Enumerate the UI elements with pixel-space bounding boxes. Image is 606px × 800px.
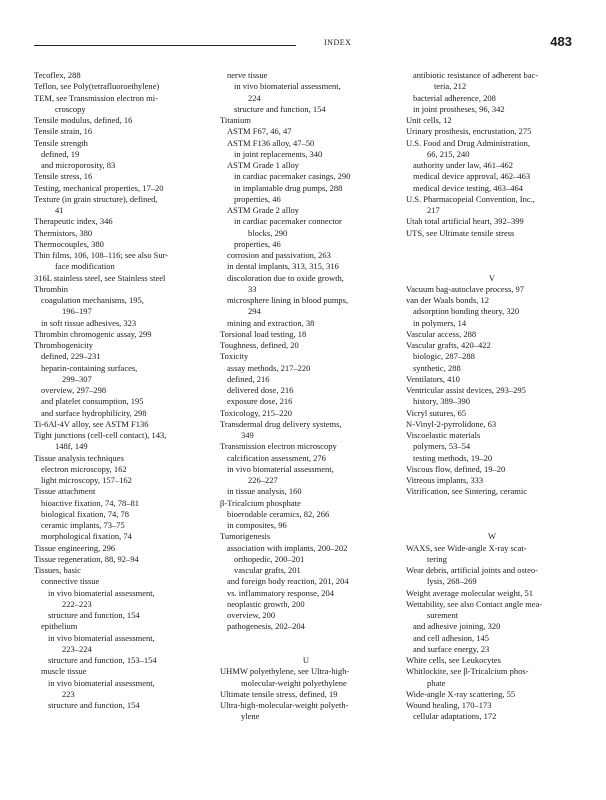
index-entry: WAXS, see Wide-angle X-ray scat- (406, 542, 527, 553)
index-subentry: and cell adhesion, 145 (413, 632, 490, 643)
index-subentry: in vivo biomaterial assessment, (48, 632, 155, 643)
running-title: INDEX (324, 38, 352, 47)
index-subentry: structure and function, 154 (48, 610, 140, 620)
index-entry: Thrombin (34, 283, 68, 294)
index-entry: Wide-angle X-ray scattering, 55 (406, 688, 516, 699)
index-entry: U.S. Pharmacopeial Convention, Inc., (406, 193, 535, 204)
section-letter-heading: W (487, 531, 497, 542)
index-subentry: in implantable drug pumps, 288 (234, 182, 343, 193)
index-entry: Thermistors, 380 (34, 227, 93, 238)
index-entry: Vitrification, see Sintering, ceramic (406, 486, 528, 497)
index-subentry: phate (427, 677, 446, 688)
index-subentry: testing methods, 19–20 (413, 452, 493, 463)
index-subentry: ASTM F136 alloy, 47–50 (227, 137, 315, 148)
index-entry: Ultimate tensile stress, defined, 19 (220, 688, 338, 699)
index-subentry: properties, 46 (234, 193, 281, 204)
index-entry: Thermocouples, 380 (34, 238, 104, 249)
index-subentry: and surface energy, 23 (413, 643, 490, 654)
index-entry: Urinary prosthesis, encrustation, 275 (406, 126, 532, 137)
index-subentry: properties, 46 (234, 238, 281, 249)
index-subentry: light microscopy, 157–162 (41, 475, 132, 485)
index-column-3 (406, 70, 578, 723)
index-entry: Tissue regeneration, 88, 92–94 (34, 553, 139, 564)
index-subentry: 223–224 (62, 643, 92, 654)
index-subentry: in tissue analysis, 160 (227, 486, 302, 497)
index-subentry: 196–197 (62, 306, 92, 317)
index-entry: Weight average molecular weight, 51 (406, 587, 534, 598)
index-subentry: biologic, 287–288 (413, 351, 475, 362)
index-entry: Thin films, 106, 108–116; see also Sur- (34, 250, 169, 260)
index-subentry: in vivo biomaterial assessment, (48, 587, 155, 598)
index-subentry: overview, 200 (227, 610, 276, 620)
index-subentry: molecular-weight polyethylene (241, 677, 347, 688)
spacer (406, 520, 578, 531)
index-subentry: 222–223 (62, 598, 92, 609)
index-subentry: medical device testing, 463–464 (413, 182, 523, 193)
index-subentry: defined, 19 (41, 148, 80, 159)
index-entry: U.S. Food and Drug Administration, (406, 137, 530, 148)
index-entry: Unit cells, 12 (406, 115, 452, 125)
index-subentry: vascular grafts, 201 (234, 565, 301, 575)
index-entry: Transdermal drug delivery systems, (220, 418, 342, 429)
spacer (220, 633, 392, 644)
index-subentry: ASTM Grade 1 alloy (227, 160, 300, 170)
index-entry: β-Tricalcium phosphate (220, 497, 301, 508)
index-entry: Wear debris, artificial joints and osteo- (406, 565, 538, 575)
index-subentry: 33 (248, 283, 257, 294)
index-entry: Vascular access, 288 (406, 328, 477, 339)
index-subentry: blocks, 290 (248, 227, 288, 238)
index-subentry: in soft tissue adhesives, 323 (41, 317, 137, 328)
index-subentry: bacterial adherence, 208 (413, 92, 496, 103)
index-subentry: in vivo biomaterial assessment, (234, 81, 341, 92)
index-subentry: in cardiac pacemaker casings, 290 (234, 171, 351, 182)
index-subentry: and microporosity, 83 (41, 160, 116, 170)
index-subentry: adsorption bonding theory, 320 (413, 306, 520, 317)
index-subentry: 223 (62, 688, 75, 699)
index-entry: Ultra-high-molecular-weight polyeth- (220, 700, 349, 710)
index-subentry: bioerodable ceramics, 82, 266 (227, 508, 330, 519)
index-subentry: structure and function, 154 (234, 103, 326, 114)
index-subentry: exposure dose, 216 (227, 396, 293, 407)
index-entry: 316L stainless steel, see Stainless steel (34, 272, 166, 283)
index-subentry: and surface hydrophilicity, 298 (41, 407, 147, 418)
index-subentry: heparin-containing surfaces, (41, 362, 138, 373)
index-subentry: association with implants, 200–202 (227, 542, 348, 553)
index-entry: UTS, see Ultimate tensile stress (406, 227, 515, 238)
index-entry: Vascular grafts, 420–422 (406, 340, 491, 350)
page-number: 483 (550, 34, 572, 49)
section-letter-heading: V (488, 272, 496, 283)
index-subentry: nerve tissue (227, 70, 268, 80)
index-entry: Wound healing, 170–173 (406, 700, 492, 710)
index-entry: Whitlockite, see β-Tricalcium phos- (406, 666, 529, 677)
index-subentry: defined, 229–231 (41, 351, 101, 362)
index-entry: Titanium (220, 115, 251, 125)
spacer (406, 498, 578, 509)
index-subentry: in joint prostheses, 96, 342 (413, 103, 505, 114)
index-subentry: tering (427, 553, 447, 564)
index-entry: Ventricular assist devices, 293–295 (406, 385, 526, 395)
index-subentry: bioactive fixation, 74, 78–81 (41, 497, 139, 508)
index-subentry: microsphere lining in blood pumps, (227, 295, 349, 305)
index-subentry: structure and function, 153–154 (48, 655, 157, 665)
index-subentry: biological fixation, 74, 78 (41, 508, 130, 519)
index-subentry: corrosion and passivation, 263 (227, 250, 331, 260)
index-subentry: discoloration due to oxide growth, (227, 272, 344, 283)
index-subentry: electron microscopy, 162 (41, 463, 127, 474)
index-subentry: face modification (55, 261, 115, 272)
index-subentry: orthopedic, 200–201 (234, 553, 305, 564)
index-subentry: in vivo biomaterial assessment, (227, 463, 334, 474)
index-subentry: mining and extraction, 38 (227, 317, 315, 328)
index-subentry: authority under law, 461–462 (413, 160, 514, 170)
spacer (406, 261, 578, 272)
index-entry: Tissue engineering, 296 (34, 542, 116, 553)
index-subentry: teria, 212 (434, 81, 467, 92)
index-column-2 (220, 70, 392, 723)
index-subentry: medical device approval, 462–463 (413, 171, 531, 182)
index-subentry: ASTM F67, 46, 47 (227, 126, 292, 137)
index-subentry: neoplastic growth, 200 (227, 598, 305, 609)
index-subentry: overview, 297–298 (41, 385, 107, 395)
index-subentry: 294 (248, 306, 261, 317)
index-subentry: history, 389–390 (413, 396, 471, 407)
index-subentry: epithelium (41, 621, 78, 632)
index-subentry: and platelet consumption, 195 (41, 396, 144, 407)
index-entry: Thrombogenicity (34, 340, 94, 350)
index-column-1 (34, 70, 206, 711)
index-subentry: polymers, 53–54 (413, 441, 471, 452)
index-entry: Vacuum bag-autoclave process, 97 (406, 283, 525, 294)
index-subentry: 217 (427, 205, 440, 215)
index-entry: White cells, see Leukocytes (406, 655, 501, 665)
index-entry: Vitreous implants, 333 (406, 475, 484, 485)
index-subentry: 226–227 (248, 475, 278, 485)
index-entry: Tissues, basic (34, 565, 81, 575)
index-entry: Tecoflex, 288 (34, 70, 81, 80)
spacer (406, 250, 578, 261)
index-entry: Vicryl sutures, 65 (406, 407, 467, 418)
header-rule (34, 45, 296, 46)
index-subentry: and adhesive joining, 320 (413, 621, 501, 632)
index-entry: Toughness, defined, 20 (220, 340, 299, 350)
spacer (220, 644, 392, 655)
index-subentry: assay methods, 217–220 (227, 362, 311, 373)
index-subentry: 299–307 (62, 373, 92, 384)
index-subentry: in joint replacements, 340 (234, 148, 323, 159)
index-subentry: vs. inflammatory response, 204 (227, 587, 334, 598)
index-entry: Tissue analysis techniques (34, 452, 124, 463)
index-entry: N-Vinyl-2-pyrrolidone, 63 (406, 418, 497, 429)
index-subentry: in dental implants, 313, 315, 316 (227, 261, 339, 272)
index-entry: Tissue attachment (34, 486, 96, 497)
index-entry: Tumorigenesis (220, 531, 271, 542)
index-subentry: and foreign body reaction, 201, 204 (227, 576, 349, 587)
page-header (34, 36, 572, 54)
index-entry: Tensile modulus, defined, 16 (34, 115, 133, 125)
index-subentry: ylene (241, 711, 260, 722)
index-subentry: synthetic, 288 (413, 362, 461, 373)
index-entry: Tensile stress, 16 (34, 171, 93, 182)
index-entry: Thrombin chromogenic assay, 299 (34, 328, 152, 339)
index-subentry: in composites, 96 (227, 520, 287, 530)
index-subentry: pathogenesis, 202–204 (227, 621, 305, 632)
spacer (406, 239, 578, 250)
index-subentry: calcification assessment, 276 (227, 452, 326, 463)
index-subentry: 66, 215, 240 (427, 148, 470, 159)
index-entry: Utah total artificial heart, 392–399 (406, 216, 524, 227)
index-subentry: in vivo biomaterial assessment, (48, 677, 155, 688)
index-entry: van der Waals bonds, 12 (406, 295, 489, 305)
index-subentry: in cardiac pacemaker connector (234, 216, 342, 227)
index-entry: Tensile strength (34, 137, 88, 148)
index-entry: Tensile strain, 16 (34, 126, 93, 137)
index-subentry: surement (427, 610, 459, 620)
index-entry: UHMW polyethylene, see Ultra-high- (220, 666, 350, 677)
index-subentry: connective tissue (41, 576, 100, 587)
index-subentry: ceramic implants, 73–75 (41, 520, 125, 530)
index-entry: Testing, mechanical properties, 17–20 (34, 182, 164, 193)
index-entry: Wettability, see also Contact angle mea- (406, 598, 543, 609)
index-subentry: delivered dose, 216 (227, 385, 294, 395)
index-subentry: lysis, 268–269 (427, 576, 477, 587)
index-entry: Ti-6Al-4V alloy, see ASTM F136 (34, 418, 149, 429)
index-subentry: croscopy (55, 103, 86, 114)
index-entry: Torsional load testing, 18 (220, 328, 307, 339)
index-entry: Transmission electron microscopy (220, 441, 337, 452)
index-subentry: muscle tissue (41, 666, 87, 677)
index-subentry: coagulation mechanisms, 195, (41, 295, 144, 305)
index-subentry: 224 (248, 92, 261, 103)
spacer (406, 509, 578, 520)
index-subentry: 41 (55, 205, 64, 215)
index-entry: Therapeutic index, 346 (34, 216, 113, 227)
index-entry: Viscoelastic materials (406, 430, 481, 440)
index-subentry: defined, 216 (227, 373, 270, 384)
index-subentry: cellular adaptations, 172 (413, 711, 497, 722)
index-subentry: antibiotic resistance of adherent bac- (413, 70, 539, 80)
index-entry: Toxicology, 215–220 (220, 407, 293, 418)
section-letter-heading: U (302, 655, 310, 665)
index-subentry: 148f, 149 (55, 441, 88, 452)
index-entry: Viscous flow, defined, 19–20 (406, 463, 506, 474)
index-entry: Toxicity (220, 351, 249, 362)
index-subentry: ASTM Grade 2 alloy (227, 205, 300, 215)
index-entry: Texture (in grain structure), defined, (34, 193, 158, 204)
index-entry: TEM, see Transmission electron mi- (34, 92, 158, 103)
index-entry: Teflon, see Poly(tetrafluoroethylene) (34, 81, 160, 92)
index-subentry: morphological fixation, 74 (41, 531, 132, 542)
index-entry: Ventilators, 410 (406, 373, 460, 384)
index-subentry: in polymers, 14 (413, 317, 467, 328)
index-subentry: 349 (241, 430, 254, 440)
index-entry: Tight junctions (cell-cell contact), 143, (34, 430, 167, 440)
index-subentry: structure and function, 154 (48, 700, 140, 710)
